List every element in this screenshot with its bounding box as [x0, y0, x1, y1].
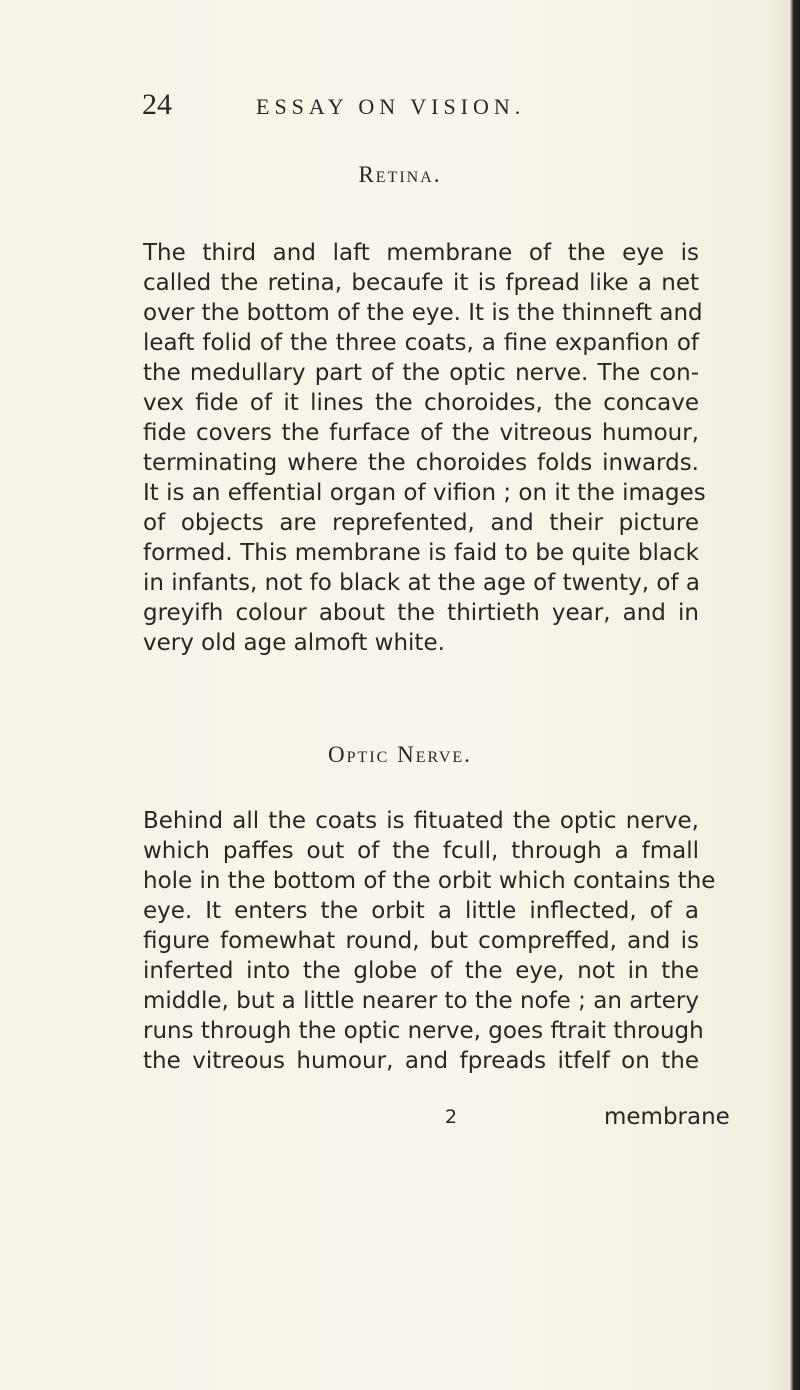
text-line: of objects are reprefented, and their picture	[143, 510, 699, 536]
text-line: middle, but a little nearer to the nofe ; an artery	[143, 988, 699, 1014]
text-line: terminating where the choroides folds inwards.	[143, 450, 699, 476]
text-line: fide covers the furface of the vitreous humour,	[143, 420, 699, 446]
page-header	[142, 88, 602, 132]
catchword: membrane	[604, 1104, 730, 1130]
text-line: eye. It enters the orbit a little inflected, of a	[143, 898, 699, 924]
text-line: The third and laft membrane of the eye is	[143, 240, 699, 266]
text-line: which paffes out of the fcull, through a fmall	[143, 838, 699, 864]
paragraph-retina	[143, 238, 706, 658]
text-line: leaft folid of the three coats, a fine expanfion of	[143, 330, 699, 356]
text-line: Behind all the coats is fituated the optic nerve,	[143, 808, 699, 834]
text-line: hole in the bottom of the orbit which contains the	[143, 868, 716, 894]
text-line: very old age almoft white.	[143, 630, 445, 656]
page-footer	[0, 1100, 800, 1140]
text-line: greyifh colour about the thirtieth year, and in	[143, 600, 699, 626]
text-line: vex fide of it lines the choroides, the concave	[143, 390, 699, 416]
section-heading-optic-nerve: Optic Nerve.	[328, 742, 472, 767]
text-line: the vitreous humour, and fpreads itfelf on the	[143, 1048, 699, 1074]
text-line: the medullary part of the optic nerve. The con-	[143, 360, 699, 386]
text-line: formed. This membrane is faid to be quite black	[143, 540, 699, 566]
running-head: ESSAY ON VISION.	[256, 94, 526, 119]
text-line: inferted into the globe of the eye, not in the	[143, 958, 699, 984]
text-line: It is an effential organ of vifion ; on it the images	[143, 480, 706, 506]
text-line: figure fomewhat round, but compreffed, and is	[143, 928, 699, 954]
text-line: in infants, not fo black at the age of twenty, of a	[143, 570, 700, 596]
text-line: over the bottom of the eye. It is the thinneft and	[143, 300, 703, 326]
text-line: runs through the optic nerve, goes ftrait through	[143, 1018, 704, 1044]
paragraph-optic-nerve	[143, 806, 716, 1076]
signature-mark: 2	[445, 1106, 458, 1128]
page-number: 24	[142, 88, 172, 121]
section-heading-retina: Retina.	[358, 162, 442, 187]
text-line: called the retina, becaufe it is fpread like a net	[143, 270, 699, 296]
page-edge-shadow	[790, 0, 800, 1390]
